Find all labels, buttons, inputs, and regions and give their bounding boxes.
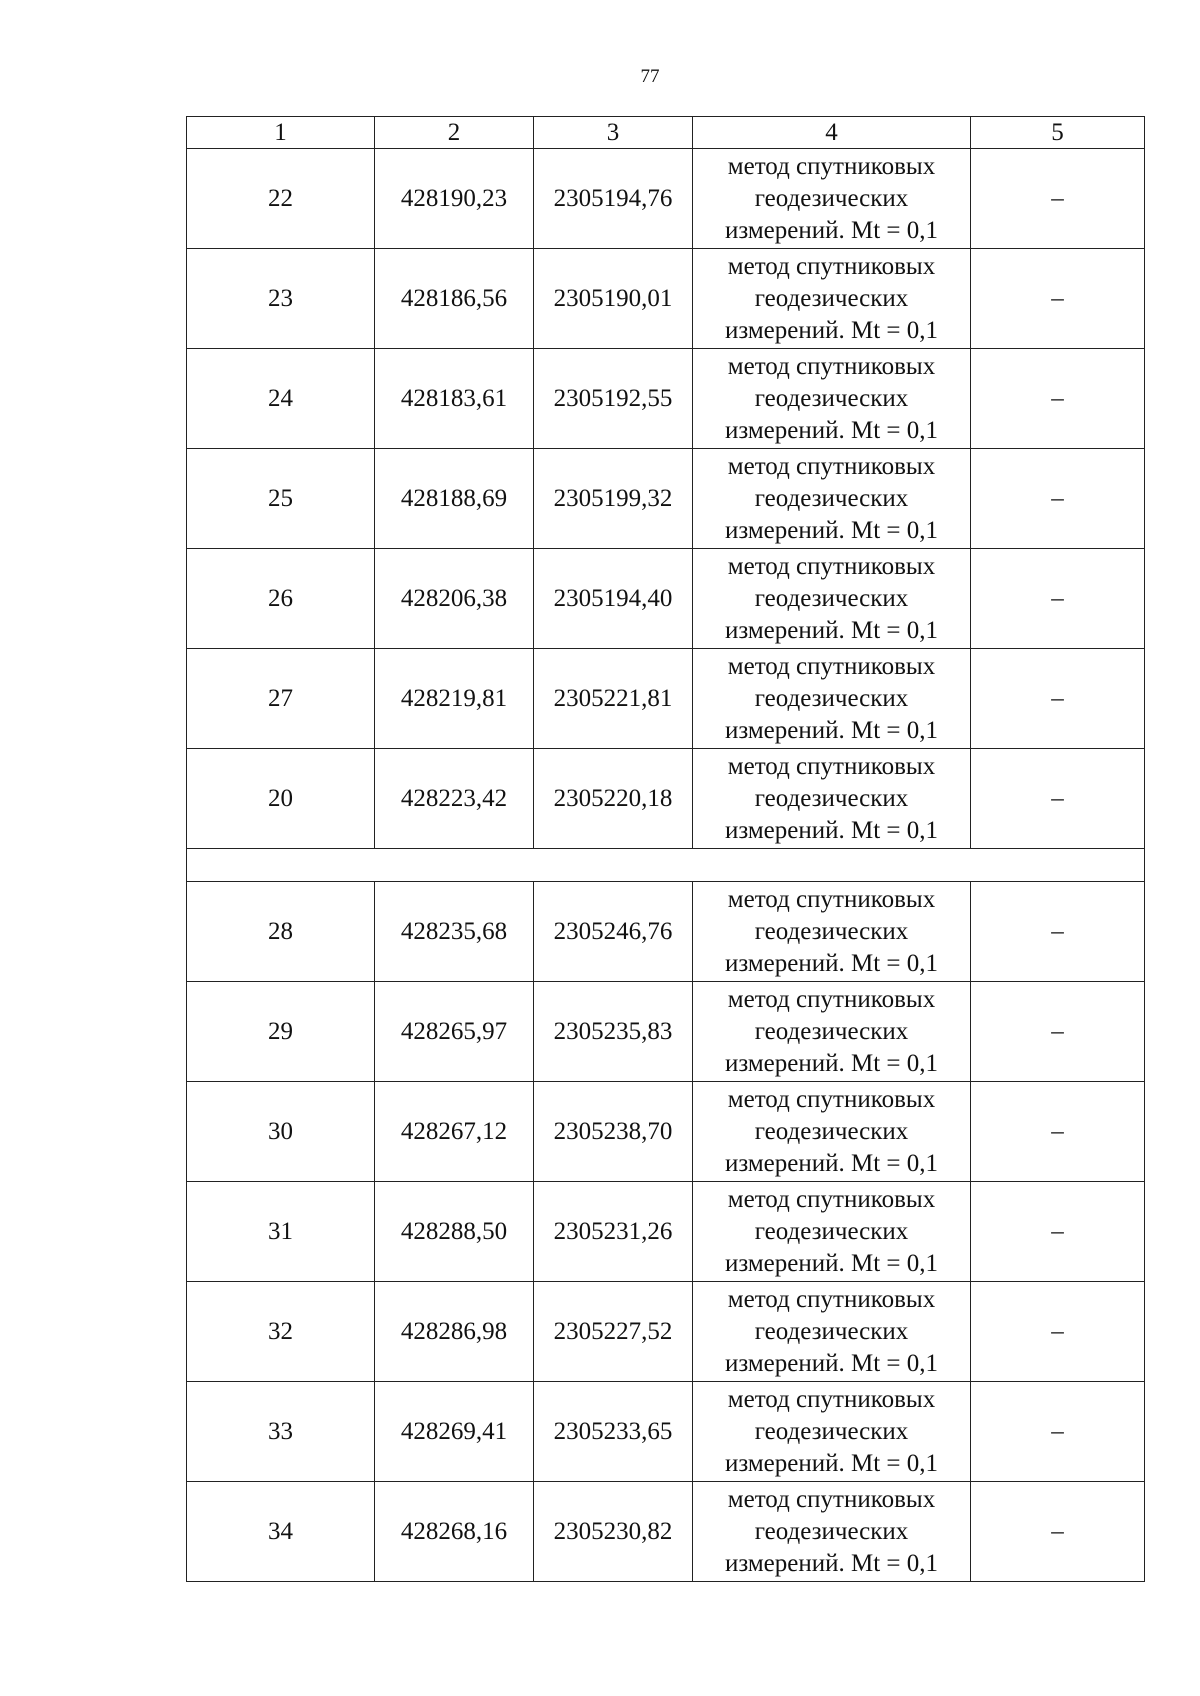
method-cell: метод спутниковых геодезических измерений. Mt = 0,1 <box>693 349 971 449</box>
method-cell: метод спутниковых геодезических измерений. Mt = 0,1 <box>693 1082 971 1182</box>
x-coordinate-cell: 428286,98 <box>375 1282 534 1382</box>
header-cell-4: 4 <box>693 117 971 149</box>
method-cell: метод спутниковых геодезических измерений. Mt = 0,1 <box>693 749 971 849</box>
method-cell: метод спутниковых геодезических измерений. Mt = 0,1 <box>693 549 971 649</box>
note-cell: – <box>971 1282 1145 1382</box>
point-cell: 25 <box>187 449 375 549</box>
note-cell: – <box>971 449 1145 549</box>
y-coordinate-cell: 2305238,70 <box>534 1082 693 1182</box>
point-cell: 32 <box>187 1282 375 1382</box>
method-cell: метод спутниковых геодезических измерений. Mt = 0,1 <box>693 1182 971 1282</box>
y-coordinate-cell: 2305235,83 <box>534 982 693 1082</box>
y-coordinate-cell: 2305231,26 <box>534 1182 693 1282</box>
table-row <box>187 449 1145 549</box>
point-cell: 31 <box>187 1182 375 1282</box>
method-cell: метод спутниковых геодезических измерений. Mt = 0,1 <box>693 1282 971 1382</box>
point-cell: 26 <box>187 549 375 649</box>
table-row <box>187 1082 1145 1182</box>
x-coordinate-cell: 428265,97 <box>375 982 534 1082</box>
x-coordinate-cell: 428269,41 <box>375 1382 534 1482</box>
x-coordinate-cell: 428223,42 <box>375 749 534 849</box>
method-cell: метод спутниковых геодезических измерений. Mt = 0,1 <box>693 449 971 549</box>
point-cell: 20 <box>187 749 375 849</box>
point-cell: 27 <box>187 649 375 749</box>
table-row <box>187 749 1145 849</box>
page-number: 77 <box>640 66 660 87</box>
table-row <box>187 1282 1145 1382</box>
table-row <box>187 149 1145 249</box>
note-cell: – <box>971 249 1145 349</box>
coordinates-table-body <box>187 117 1145 1582</box>
table-row <box>187 982 1145 1082</box>
method-cell: метод спутниковых геодезических измерений. Mt = 0,1 <box>693 1482 971 1582</box>
x-coordinate-cell: 428267,12 <box>375 1082 534 1182</box>
table-row <box>187 249 1145 349</box>
y-coordinate-cell: 2305230,82 <box>534 1482 693 1582</box>
x-coordinate-cell: 428190,23 <box>375 149 534 249</box>
method-cell: метод спутниковых геодезических измерений. Mt = 0,1 <box>693 882 971 982</box>
header-cell-1: 1 <box>187 117 375 149</box>
note-cell: – <box>971 149 1145 249</box>
method-cell: метод спутниковых геодезических измерений. Mt = 0,1 <box>693 249 971 349</box>
table-row <box>187 1182 1145 1282</box>
separator-cell <box>187 849 1145 882</box>
note-cell: – <box>971 982 1145 1082</box>
x-coordinate-cell: 428206,38 <box>375 549 534 649</box>
method-cell: метод спутниковых геодезических измерений. Mt = 0,1 <box>693 649 971 749</box>
separator-row <box>187 849 1145 882</box>
table-row <box>187 882 1145 982</box>
y-coordinate-cell: 2305233,65 <box>534 1382 693 1482</box>
point-cell: 33 <box>187 1382 375 1482</box>
header-cell-3: 3 <box>534 117 693 149</box>
note-cell: – <box>971 749 1145 849</box>
note-cell: – <box>971 1382 1145 1482</box>
note-cell: – <box>971 1082 1145 1182</box>
header-cell-2: 2 <box>375 117 534 149</box>
y-coordinate-cell: 2305190,01 <box>534 249 693 349</box>
y-coordinate-cell: 2305194,40 <box>534 549 693 649</box>
table-row <box>187 1482 1145 1582</box>
y-coordinate-cell: 2305221,81 <box>534 649 693 749</box>
x-coordinate-cell: 428183,61 <box>375 349 534 449</box>
note-cell: – <box>971 549 1145 649</box>
x-coordinate-cell: 428268,16 <box>375 1482 534 1582</box>
note-cell: – <box>971 349 1145 449</box>
method-cell: метод спутниковых геодезических измерений. Mt = 0,1 <box>693 982 971 1082</box>
note-cell: – <box>971 1482 1145 1582</box>
point-cell: 24 <box>187 349 375 449</box>
method-cell: метод спутниковых геодезических измерений. Mt = 0,1 <box>693 149 971 249</box>
header-cell-5: 5 <box>971 117 1145 149</box>
coordinates-table <box>186 116 1145 1582</box>
note-cell: – <box>971 1182 1145 1282</box>
y-coordinate-cell: 2305192,55 <box>534 349 693 449</box>
y-coordinate-cell: 2305199,32 <box>534 449 693 549</box>
y-coordinate-cell: 2305220,18 <box>534 749 693 849</box>
point-cell: 34 <box>187 1482 375 1582</box>
x-coordinate-cell: 428219,81 <box>375 649 534 749</box>
x-coordinate-cell: 428288,50 <box>375 1182 534 1282</box>
point-cell: 30 <box>187 1082 375 1182</box>
point-cell: 29 <box>187 982 375 1082</box>
point-cell: 23 <box>187 249 375 349</box>
y-coordinate-cell: 2305194,76 <box>534 149 693 249</box>
x-coordinate-cell: 428186,56 <box>375 249 534 349</box>
table-row <box>187 349 1145 449</box>
point-cell: 28 <box>187 882 375 982</box>
table-row <box>187 1382 1145 1482</box>
table-row <box>187 649 1145 749</box>
point-cell: 22 <box>187 149 375 249</box>
header-row <box>187 117 1145 149</box>
y-coordinate-cell: 2305227,52 <box>534 1282 693 1382</box>
x-coordinate-cell: 428235,68 <box>375 882 534 982</box>
method-cell: метод спутниковых геодезических измерений. Mt = 0,1 <box>693 1382 971 1482</box>
x-coordinate-cell: 428188,69 <box>375 449 534 549</box>
table-row <box>187 549 1145 649</box>
note-cell: – <box>971 649 1145 749</box>
y-coordinate-cell: 2305246,76 <box>534 882 693 982</box>
note-cell: – <box>971 882 1145 982</box>
